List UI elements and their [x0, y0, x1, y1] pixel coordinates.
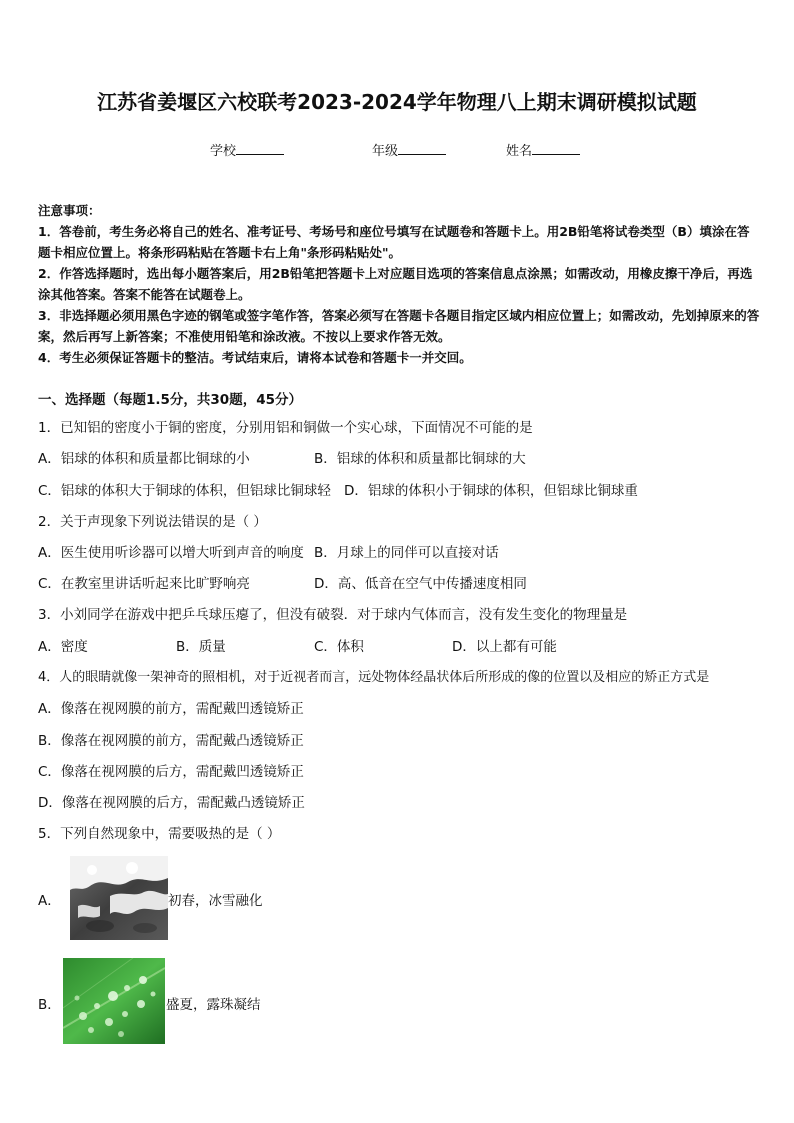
school-label: 学校 — [210, 144, 237, 159]
q4-option-b: B．像落在视网膜的前方，需配戴凸透镜矫正 — [38, 733, 304, 749]
q3-option-a: A．密度 — [38, 639, 88, 655]
notice-heading: 注意事项： — [38, 203, 101, 218]
page-title: 江苏省姜堰区六校联考2023-2024学年物理八上期末调研模拟试题 — [97, 90, 697, 114]
q2-option-a: A．医生使用听诊器可以增大听到声音的响度 — [38, 545, 304, 561]
q5-stem: 5．下列自然现象中，需要吸热的是（ ） — [38, 826, 281, 842]
q3-option-b: B．质量 — [176, 639, 226, 655]
notice-block — [38, 200, 760, 368]
q1-option-d: D．铝球的体积小于铜球的体积，但铝球比铜球重 — [344, 483, 638, 499]
dew-drops-image — [63, 958, 165, 1044]
q5-option-b-label: B． — [38, 997, 61, 1013]
q4-option-a: A．像落在视网膜的前方，需配戴凹透镜矫正 — [38, 701, 304, 717]
notice-item-3: 3．非选择题必须用黑色字迹的钢笔或签字笔作答，答案必须写在答题卡各题目指定区域内相应位置上；如需改动，先划掉原来的答案，然后再写上新答案；不准使用铅笔和涂改液。不按以上要求作答无效。 — [38, 308, 760, 344]
q1-option-b: B．铝球的体积和质量都比铜球的大 — [314, 451, 526, 467]
school-field — [210, 140, 284, 159]
school-blank[interactable] — [236, 142, 284, 155]
q3-option-c: C．体积 — [314, 639, 364, 655]
q1-stem: 1．已知铝的密度小于铜的密度，分别用铝和铜做一个实心球，下面情况不可能的是 — [38, 420, 533, 436]
name-blank[interactable] — [532, 142, 580, 155]
q1-option-a: A．铝球的体积和质量都比铜球的小 — [38, 451, 250, 467]
name-label: 姓名 — [506, 144, 533, 159]
grade-blank[interactable] — [398, 142, 446, 155]
q4-stem: 4．人的眼睛就像一架神奇的照相机，对于近视者而言，远处物体经晶状体后所形成的像的位置以及相应的矫正方式是 — [38, 670, 710, 685]
q5-option-a-label: A． — [38, 893, 61, 909]
notice-item-4: 4．考生必须保证答题卡的整洁。考试结束后，请将本试卷和答题卡一并交回。 — [38, 350, 472, 365]
q4-option-c: C．像落在视网膜的后方，需配戴凹透镜矫正 — [38, 764, 304, 780]
q3-option-d: D．以上都有可能 — [452, 639, 557, 655]
q2-option-b: B．月球上的同伴可以直接对话 — [314, 545, 499, 561]
melting-snow-image — [70, 856, 168, 940]
grade-field — [372, 140, 446, 159]
q1-option-c: C．铝球的体积大于铜球的体积，但铝球比铜球轻 — [38, 483, 331, 499]
notice-item-1: 1．答卷前，考生务必将自己的姓名、准考证号、考场号和座位号填写在试题卷和答题卡上。用2B铅笔将试卷类型（B）填涂在答题卡相应位置上。将条形码粘贴在答题卡右上角"条形码粘贴处"。 — [38, 224, 750, 260]
name-field — [506, 140, 580, 159]
q2-stem: 2．关于声现象下列说法错误的是（ ） — [38, 514, 267, 530]
q3-stem: 3．小刘同学在游戏中把乒乓球压瘪了，但没有破裂．对于球内气体而言，没有发生变化的物理量是 — [38, 607, 628, 623]
grade-label: 年级 — [372, 144, 399, 159]
q2-option-d: D．高、低音在空气中传播速度相同 — [314, 576, 527, 592]
q5-option-b-text: 盛夏，露珠凝结 — [166, 997, 261, 1013]
q5-option-a-text: 初春，冰雪融化 — [168, 893, 263, 909]
q2-option-c: C．在教室里讲话听起来比旷野响亮 — [38, 576, 250, 592]
notice-item-2: 2．作答选择题时，选出每小题答案后，用2B铅笔把答题卡上对应题目选项的答案信息点涂黑；如需改动，用橡皮擦干净后，再选涂其他答案。答案不能答在试题卷上。 — [38, 266, 753, 302]
q4-option-d: D．像落在视网膜的后方，需配戴凸透镜矫正 — [38, 795, 305, 811]
section-heading: 一、选择题（每题1.5分，共30题，45分） — [38, 392, 302, 408]
